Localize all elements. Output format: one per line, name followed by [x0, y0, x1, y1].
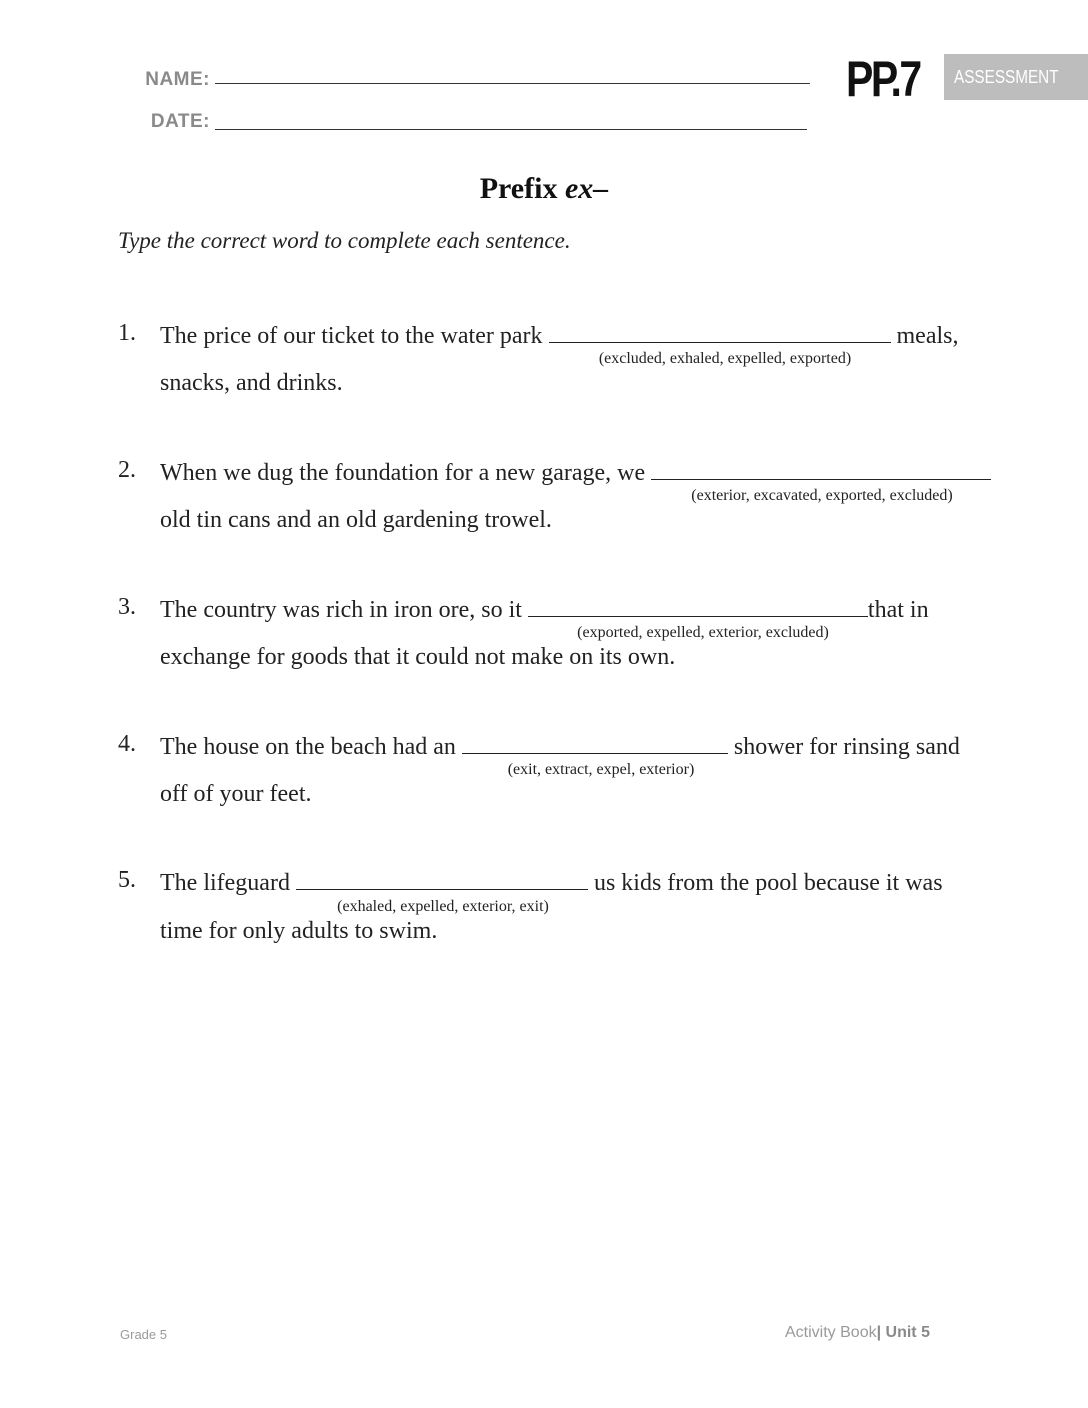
question-2-number: 2. — [118, 457, 136, 483]
question-1-options: (excluded, exhaled, expelled, exported) — [598, 350, 852, 367]
answer-blank-2[interactable] — [651, 457, 991, 480]
question-5-line-1 — [160, 867, 943, 897]
page-title — [0, 172, 1088, 206]
date-label: DATE: — [150, 111, 210, 132]
question-2-before: When we dug the foundation for a new garage, we — [160, 460, 646, 486]
question-5-before: The lifeguard — [160, 870, 290, 896]
footer-book — [785, 1324, 930, 1342]
answer-blank-3[interactable] — [528, 594, 868, 617]
question-2-options: (exterior, excavated, exported, excluded) — [691, 487, 953, 504]
footer-unit: Unit 5 — [885, 1324, 930, 1341]
question-5-number: 5. — [118, 867, 136, 893]
question-4-line-1 — [160, 731, 960, 761]
question-4-before: The house on the beach had an — [160, 734, 456, 760]
question-4-line-2: off of your feet. — [160, 781, 312, 807]
name-label: NAME: — [145, 69, 210, 90]
assessment-tag-label: ASSESSMENT — [954, 66, 1059, 87]
date-field[interactable] — [215, 129, 807, 130]
question-3-after: that in — [867, 597, 929, 623]
question-4-options: (exit, extract, expel, exterior) — [507, 761, 695, 778]
question-1-before: The price of our ticket to the water park — [160, 323, 543, 349]
footer-grade: Grade 5 — [120, 1327, 167, 1342]
footer-separator: | — [876, 1324, 882, 1341]
question-5-options: (exhaled, expelled, exterior, exit) — [337, 898, 549, 915]
assessment-tag — [944, 54, 1088, 100]
question-4-after: shower for rinsing sand — [733, 734, 960, 760]
title-text: Prefix — [479, 172, 565, 205]
question-5-line-2: time for only adults to swim. — [160, 918, 438, 944]
question-4-number: 4. — [118, 731, 136, 757]
question-3-line-1 — [160, 594, 929, 624]
answer-blank-5[interactable] — [296, 867, 588, 890]
question-1-line-1 — [160, 320, 958, 350]
page-code: PP.7 — [846, 51, 920, 107]
instructions: Type the correct word to complete each sentence. — [118, 228, 571, 253]
name-field[interactable] — [215, 83, 810, 84]
question-1-number: 1. — [118, 320, 136, 346]
question-2-line-1 — [160, 457, 991, 487]
title-prefix: ex– — [564, 172, 609, 205]
answer-blank-4[interactable] — [462, 731, 728, 754]
question-3-number: 3. — [118, 594, 136, 620]
question-3-line-2: exchange for goods that it could not make on its own. — [160, 644, 676, 670]
footer-book-title: Activity Book — [785, 1324, 877, 1341]
answer-blank-1[interactable] — [549, 320, 891, 343]
question-2-line-2: old tin cans and an old gardening trowel. — [160, 507, 552, 533]
question-3-before: The country was rich in iron ore, so it — [160, 597, 522, 623]
question-5-after: us kids from the pool because it was — [593, 870, 943, 896]
question-3-options: (exported, expelled, exterior, excluded) — [577, 624, 829, 641]
question-1-line-2: snacks, and drinks. — [160, 370, 343, 396]
question-1-after: meals, — [896, 323, 959, 349]
